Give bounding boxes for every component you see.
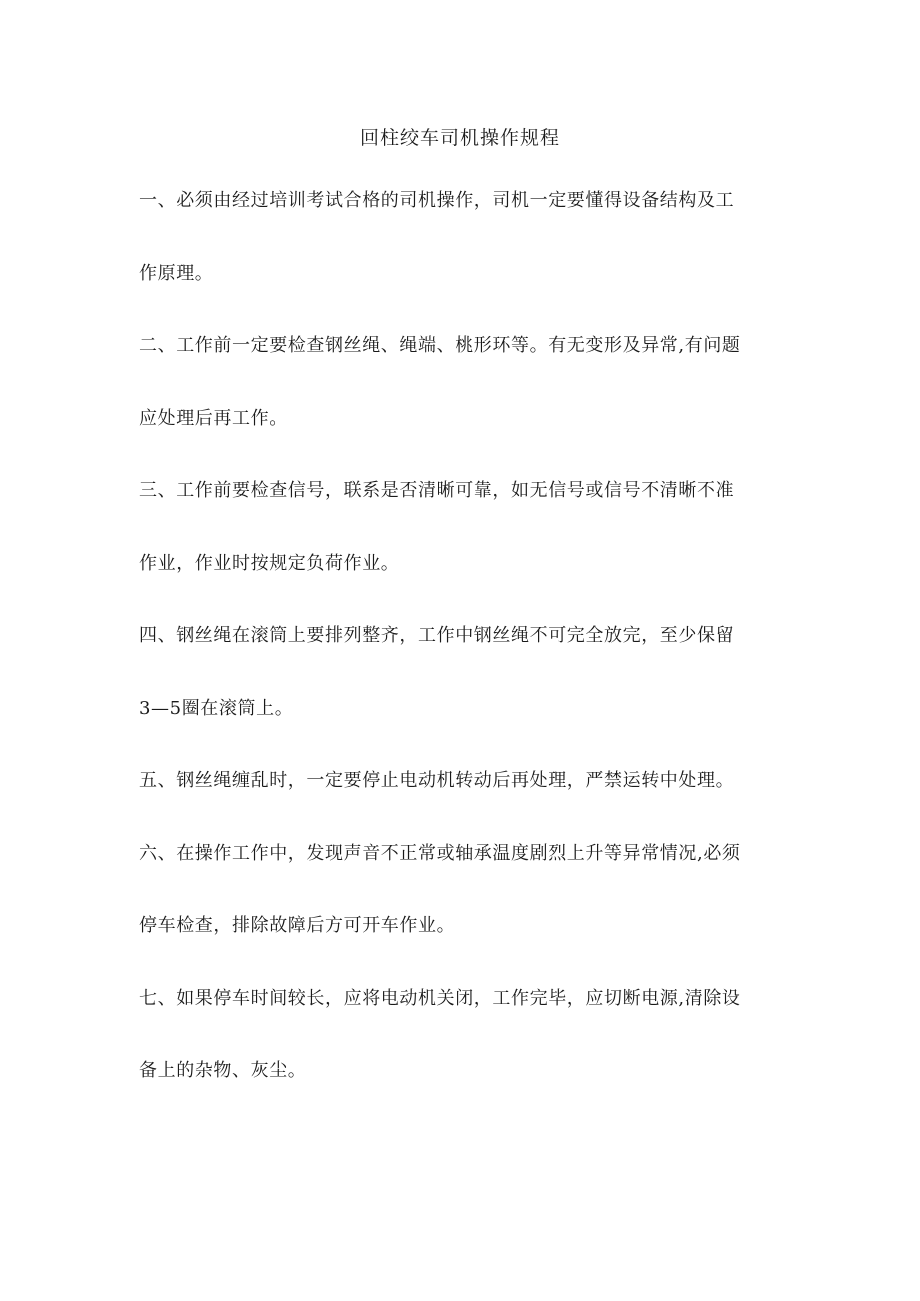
body-line-3: 二、工作前一定要检查钢丝绳、绳端、桃形环等。有无变形及异常,有问题 — [139, 335, 741, 356]
body-line-10: 六、在操作工作中，发现声音不正常或轴承温度剧烈上升等异常情况,必须 — [139, 842, 741, 864]
body-line-2: 作原理。 — [139, 262, 214, 284]
body-line-4: 应处理后再工作。 — [139, 407, 288, 429]
body-line-6: 作业，作业时按规定负荷作业。 — [139, 552, 400, 574]
body-line-9: 五、钢丝绳缠乱时，一定要停止电动机转动后再处理，严禁运转中处理。 — [139, 770, 735, 791]
body-line-5: 三、工作前要检查信号，联系是否清晰可靠，如无信号或信号不清晰不准 — [139, 480, 735, 501]
body-line-7: 四、钢丝绳在滚筒上要排列整齐，工作中钢丝绳不可完全放完，至少保留 — [139, 625, 735, 646]
body-line-13: 备上的杂物、灰尘。 — [139, 1060, 307, 1081]
document-title: 回柱绞车司机操作规程 — [359, 127, 560, 149]
body-line-1: 一、必须由经过培训考试合格的司机操作，司机一定要懂得设备结构及工 — [139, 190, 735, 211]
body-line-8: 3—5圈在滚筒上。 — [139, 697, 294, 719]
body-line-12: 七、如果停车时间较长，应将电动机关闭，工作完毕，应切断电源,清除设 — [139, 987, 741, 1009]
document-body — [139, 183, 784, 1126]
body-line-11: 停车检查，排除故障后方可开车作业。 — [139, 915, 456, 936]
